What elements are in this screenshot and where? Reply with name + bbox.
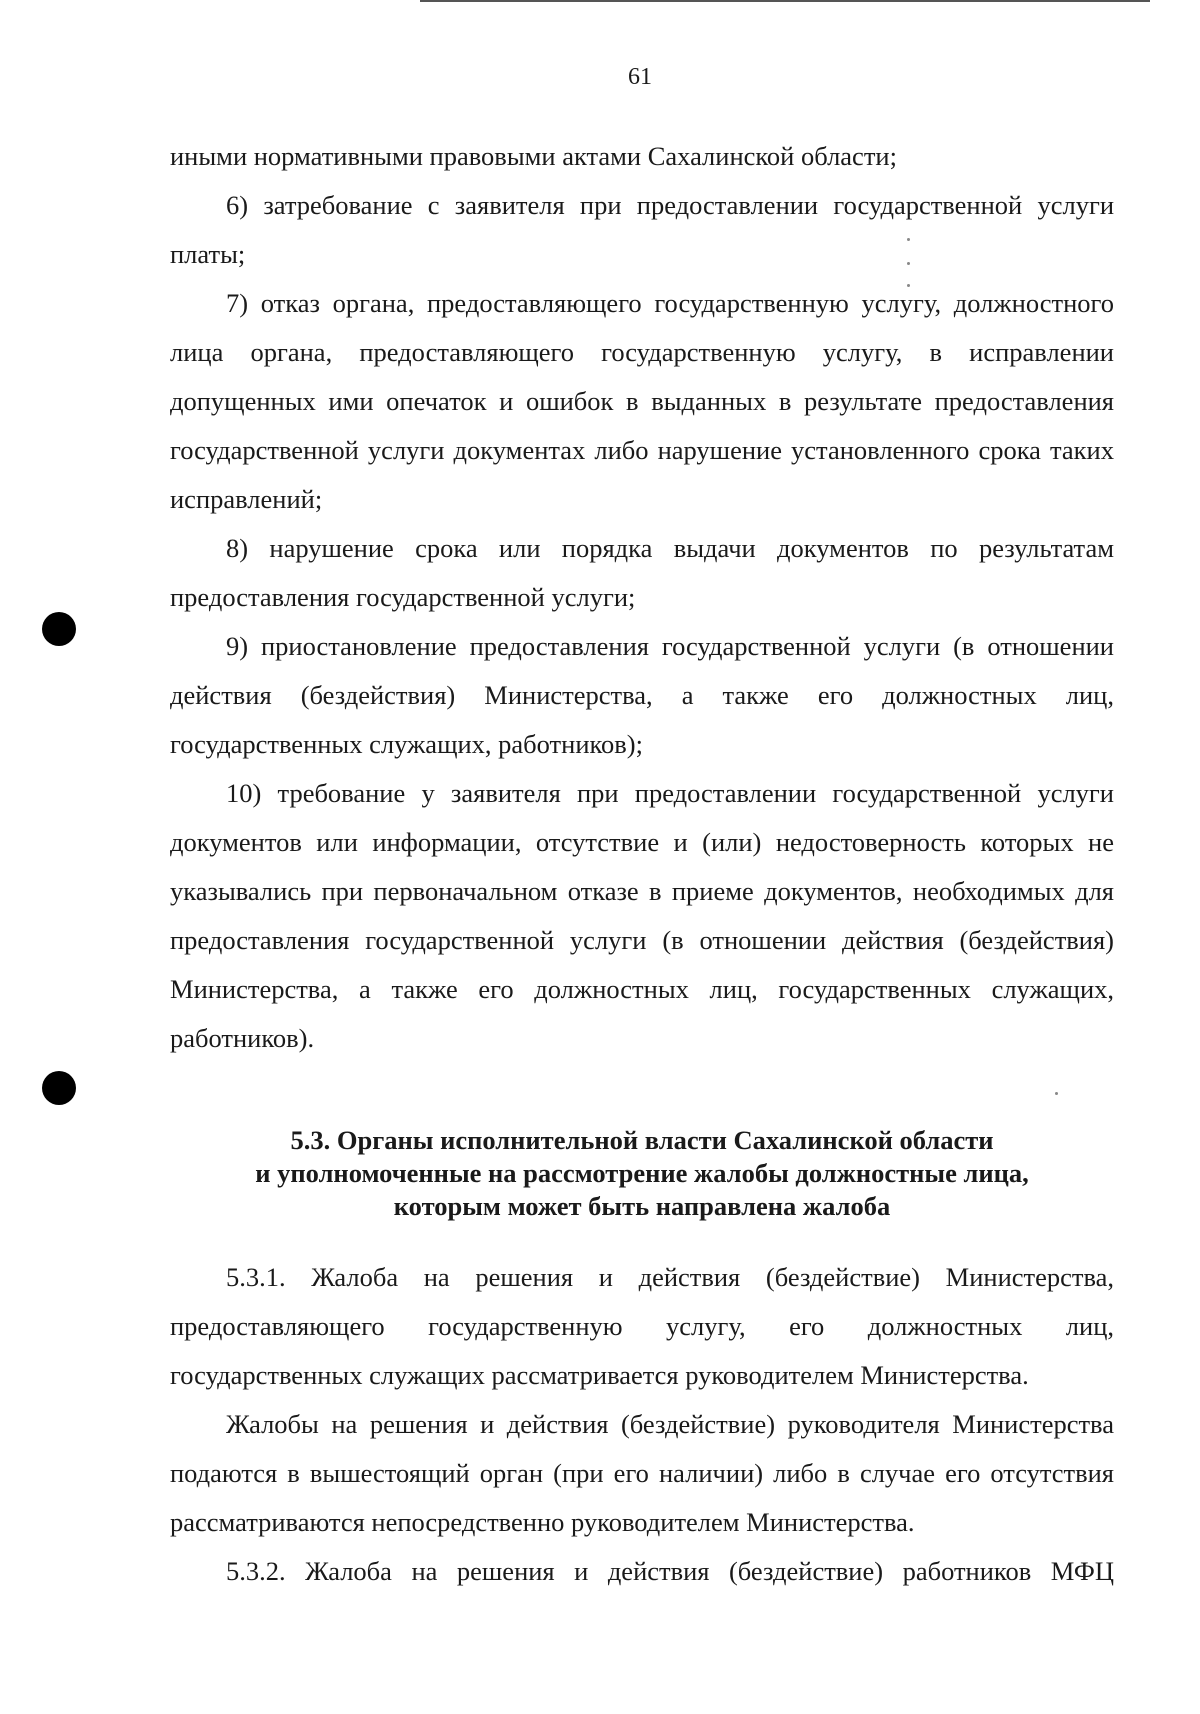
clause-5-3-2: 5.3.2. Жалоба на решения и действия (бездействие) работников МФЦ xyxy=(226,1556,1114,1586)
list-item-7: 7) отказ органа, предоставляющего государственную услугу, должностного лица органа, предоставляющего государственную услугу, в исправлении допущенных ими опечаток и ошибок в выданных в результате предоставления государственной услуги документах либо нарушение установленного срока таких исправлений; xyxy=(170,288,1114,514)
punch-hole-lower xyxy=(42,1071,76,1105)
section-heading-line: 5.3. Органы исполнительной власти Сахалинской области xyxy=(290,1125,994,1155)
scan-speck xyxy=(1055,1092,1058,1095)
page-number: 61 xyxy=(628,64,652,90)
section-heading-line: и уполномоченные на рассмотрение жалобы должностные лица, xyxy=(255,1158,1029,1188)
section-body xyxy=(170,1253,1114,1596)
clause-5-3-1: 5.3.1. Жалоба на решения и действия (бездействие) Министерства, предоставляющего государственную услугу, его должностных лиц, государственных служащих рассматривается руководителем Министерства. xyxy=(170,1262,1114,1390)
list-item-6: 6) затребование с заявителя при предоставлении государственной услуги платы; xyxy=(170,190,1114,269)
list-item-9: 9) приостановление предоставления государственной услуги (в отношении действия (бездействия) Министерства, а также его должностных лиц, государственных служащих, работников); xyxy=(170,631,1114,759)
section-heading-5-3 xyxy=(170,1124,1114,1223)
paragraph-intro: иными нормативными правовыми актами Сахалинской области; xyxy=(170,141,897,171)
list-item-8: 8) нарушение срока или порядка выдачи документов по результатам предоставления государственной услуги; xyxy=(170,533,1114,612)
clause-5-3-1-complaints: Жалобы на решения и действия (бездействие) руководителя Министерства подаются в вышестоящий орган (при его наличии) либо в случае его отсутствия рассматриваются непосредственно руководителем Министерства. xyxy=(170,1409,1114,1537)
punch-hole-upper xyxy=(42,612,76,646)
list-continuation xyxy=(170,132,1114,1063)
scan-top-rule xyxy=(420,0,1150,2)
section-heading-line: которым может быть направлена жалоба xyxy=(393,1191,891,1221)
list-item-10: 10) требование у заявителя при предоставлении государственной услуги документов или информации, отсутствие и (или) недостоверность которых не указывались при первоначальном отказе в приеме документов, необходимых для предоставления государственной услуги (в отношении действия (бездействия) Министерства, а также его должностных лиц, государственных служащих, работников). xyxy=(170,778,1114,1053)
